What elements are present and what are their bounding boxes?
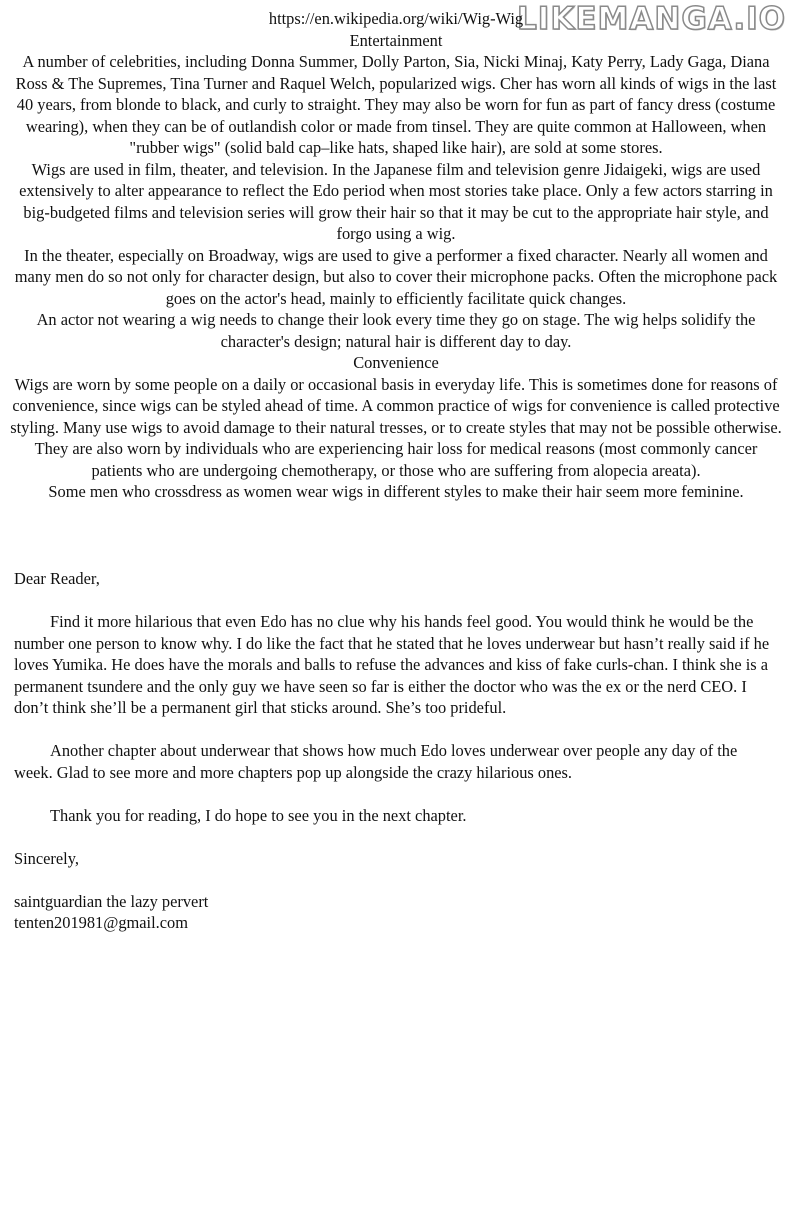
letter-closing: Sincerely, bbox=[14, 848, 79, 868]
letter-signature: saintguardian the lazy pervert bbox=[14, 891, 209, 911]
wiki-excerpt bbox=[10, 8, 782, 503]
excerpt-paragraph: A number of celebrities, including Donna Summer, Dolly Parton, Sia, Nicki Minaj, Katy Perry, Lady Gaga, Diana Ross & The Supremes, Tina Turner and Raquel Welch, popularized wigs. Cher has worn all kinds of wigs in the last 40 years, from blonde to black, and curly to straight. They may also be worn for fun as part of fancy dress (costume wearing), when they can be of outlandish color or made from tinsel. They are quite common at Halloween, when "rubber wigs" (solid bald cap–like hats, shaped like hair), are sold at some stores. bbox=[15, 52, 777, 157]
spacer bbox=[14, 869, 780, 891]
reader-letter bbox=[14, 568, 780, 934]
excerpt-paragraph: Some men who crossdress as women wear wigs in different styles to make their hair seem more feminine. bbox=[48, 482, 744, 501]
spacer bbox=[14, 783, 780, 805]
spacer bbox=[14, 826, 780, 848]
spacer bbox=[14, 719, 780, 741]
letter-email: tenten201981@gmail.com bbox=[14, 913, 188, 932]
section-heading-convenience: Convenience bbox=[353, 353, 439, 372]
section-heading-entertainment: Entertainment bbox=[349, 30, 443, 50]
excerpt-paragraph: In the theater, especially on Broadway, wigs are used to give a performer a fixed character. Nearly all women and many men do so not only for character design, but also to cover their microphone packs. Often the microphone pack goes on the actor's head, mainly to efficiently facilitate quick changes. bbox=[14, 245, 778, 308]
excerpt-paragraph: An actor not wearing a wig needs to change their look every time they go on stage. The wig helps solidify the character's design; natural hair is different day to day. bbox=[36, 310, 756, 351]
letter-paragraph: Find it more hilarious that even Edo has no clue why his hands feel good. You would think he would be the number one person to know why. I do like the fact that he stated that he loves underwear but hasn’t really said if he loves Yumika. He does have the morals and balls to refuse the advances and kiss of fake curls-chan. I think she is a permanent tsundere and the only guy we have seen so far is either the doctor who was the ex or the nerd CEO. I don’t think she’ll be a permanent girl that sticks around. She’s too prideful. bbox=[14, 612, 770, 717]
excerpt-paragraph: Wigs are used in film, theater, and television. In the Japanese film and television genre Jidaigeki, wigs are used extensively to alter appearance to reflect the Edo period when most stories take place. Only a few actors starring in big-budgeted films and television series will grow their hair so that it may be cut to the appropriate hair style, and forgo using a wig. bbox=[19, 159, 773, 243]
site-watermark: LIKEMANGA.IO bbox=[517, 1, 786, 37]
excerpt-paragraph: Wigs are worn by some people on a daily or occasional basis in everyday life. This is sometimes done for reasons of convenience, since wigs can be styled ahead of time. A common practice of wigs for convenience is called protective styling. Many use wigs to avoid damage to their natural tresses, or to create styles that may not be possible otherwise. They are also worn by individuals who are experiencing hair loss for medical reasons (most commonly cancer patients who are undergoing chemotherapy, or those who are suffering from alopecia areata). bbox=[10, 374, 782, 480]
letter-paragraph: Thank you for reading, I do hope to see you in the next chapter. bbox=[50, 805, 467, 825]
letter-paragraph: Another chapter about underwear that shows how much Edo loves underwear over people any day of the week. Glad to see more and more chapters pop up alongside the crazy hilarious ones. bbox=[14, 741, 738, 782]
source-url: https://en.wikipedia.org/wiki/Wig-Wig bbox=[268, 9, 524, 28]
spacer bbox=[14, 590, 780, 612]
letter-greeting: Dear Reader, bbox=[14, 569, 100, 588]
